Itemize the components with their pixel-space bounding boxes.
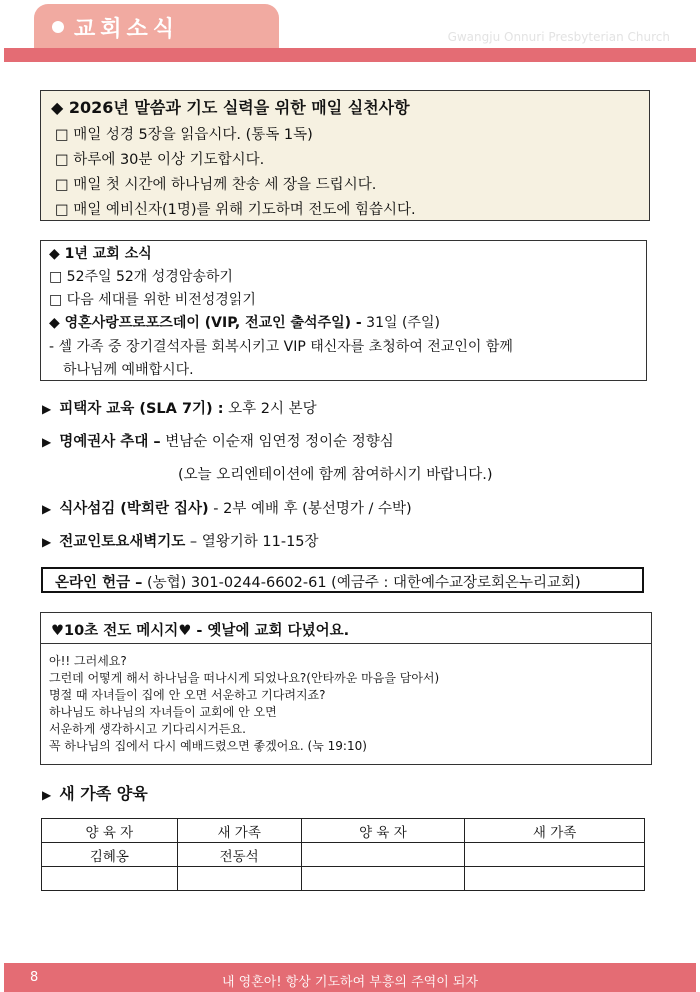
evangelism-line: 꼭 하나님의 집에서 다시 예배드렸으면 좋겠어요. (눅 19:10)	[49, 739, 367, 753]
evangelism-title: ♥10초 전도 메시지♥ - 옛날에 교회 다녔어요.	[51, 623, 350, 639]
daily-practice-box	[40, 90, 650, 221]
evangelism-line: 명절 때 자녀들이 집에 안 오면 서운하고 기다려지죠?	[49, 688, 326, 702]
table-row	[42, 843, 645, 867]
propose-day-desc: - 셀 가족 중 장기결석자를 회복시키고 VIP 태신자를 초청하여 전교인이 함께	[49, 339, 513, 355]
triangle-bullet-icon: ▶	[42, 535, 52, 549]
propose-day-date: 31일 (주일)	[361, 315, 440, 331]
notice-value: - 2부 예배 후 (봉선명가 / 수박)	[208, 501, 412, 517]
table-cell	[301, 843, 465, 867]
triangle-bullet-icon: ▶	[42, 788, 52, 802]
triangle-bullet-icon: ▶	[42, 502, 52, 516]
triangle-bullet-icon: ▶	[42, 402, 52, 416]
practice-item: □ 하루에 30분 이상 기도합시다.	[55, 152, 265, 168]
evangelism-line: 하나님도 하나님의 자녀들이 교회에 안 오면	[49, 705, 277, 719]
table-cell	[177, 867, 301, 891]
page-number: 8	[30, 970, 39, 985]
table-header-row	[42, 819, 645, 843]
table-cell	[465, 843, 645, 867]
evangelism-line: 서운하게 생각하시고 기다리시거든요.	[49, 722, 246, 736]
evangelism-header	[41, 613, 651, 644]
footer-motto: 내 영혼아! 항상 기도하여 부흥의 주역이 되자	[221, 975, 479, 990]
notice-value: 오후 2시 본당	[223, 401, 317, 417]
online-offering-label: 온라인 헌금 –	[55, 575, 143, 591]
practice-item: □ 매일 성경 5장을 읽읍시다. (통독 1독)	[55, 127, 313, 143]
triangle-bullet-icon: ▶	[42, 435, 52, 449]
notice-honor-note: (오늘 오리엔테이션에 함께 참여하시기 바랍니다.)	[178, 467, 493, 483]
column-header: 양 육 자	[301, 819, 465, 843]
column-header: 새 가족	[177, 819, 301, 843]
propose-day-event	[49, 312, 440, 332]
daily-practice-title: ◆ 2026년 말씀과 기도 실력을 위한 매일 실천사항	[51, 98, 410, 117]
new-family-heading	[42, 781, 148, 804]
notice-value: 변남순 이순재 임연정 정이순 정향심	[160, 434, 394, 450]
yearly-news-title: ◆ 1년 교회 소식	[49, 246, 152, 262]
notice-value: – 열왕기하 11-15장	[185, 534, 319, 550]
practice-item: □ 매일 예비신자(1명)를 위해 기도하며 전도에 힘씁시다.	[55, 202, 416, 218]
notice-training	[42, 397, 317, 418]
online-offering-box	[41, 567, 644, 593]
notice-label: 식사섬김 (박희란 집사)	[59, 501, 209, 517]
propose-day-desc: 하나님께 예배합시다.	[63, 362, 194, 378]
table-cell	[301, 867, 465, 891]
evangelism-line: 아!! 그러세요?	[49, 654, 127, 668]
yearly-item: □ 52주일 52개 성경암송하기	[49, 269, 233, 285]
online-offering-text	[55, 571, 581, 592]
new-family-title: 새 가족 양육	[59, 784, 148, 803]
evangelism-message-box	[40, 612, 652, 765]
notice-label: 명예권사 추대 –	[59, 434, 161, 450]
evangelism-line: 그런데 어떻게 해서 하나님을 떠나시게 되었나요?(안타까운 마음을 담아서)	[49, 671, 440, 685]
column-header: 새 가족	[465, 819, 645, 843]
yearly-item: □ 다음 세대를 위한 비전성경읽기	[49, 292, 256, 308]
column-header: 양 육 자	[42, 819, 178, 843]
notice-honor	[42, 430, 394, 451]
practice-item: □ 매일 첫 시간에 하나님께 찬송 세 장을 드립시다.	[55, 177, 377, 193]
table-cell: 김혜옹	[42, 843, 178, 867]
notice-meal	[42, 497, 412, 518]
table-cell: 전동석	[177, 843, 301, 867]
notice-label: 피택자 교육 (SLA 7기) :	[59, 401, 224, 417]
notice-dawn-prayer	[42, 530, 319, 551]
bullet-dot-icon	[52, 21, 64, 33]
section-title: 교회소식	[74, 17, 180, 42]
propose-day-label: ◆ 영혼사랑프로포즈데이 (VIP, 전교인 출석주일) -	[49, 315, 362, 331]
notice-label: 전교인토요새벽기도	[59, 534, 186, 550]
new-family-table	[41, 818, 645, 891]
online-offering-account: (농협) 301-0244-6602-61 (예금주 : 대한예수교장로회온누리교회)	[142, 575, 581, 591]
table-row	[42, 867, 645, 891]
yearly-news-box	[40, 240, 647, 381]
table-cell	[42, 867, 178, 891]
church-name: Gwangju Onnuri Presbyterian Church	[447, 30, 670, 44]
table-cell	[465, 867, 645, 891]
header-bar	[4, 48, 696, 62]
